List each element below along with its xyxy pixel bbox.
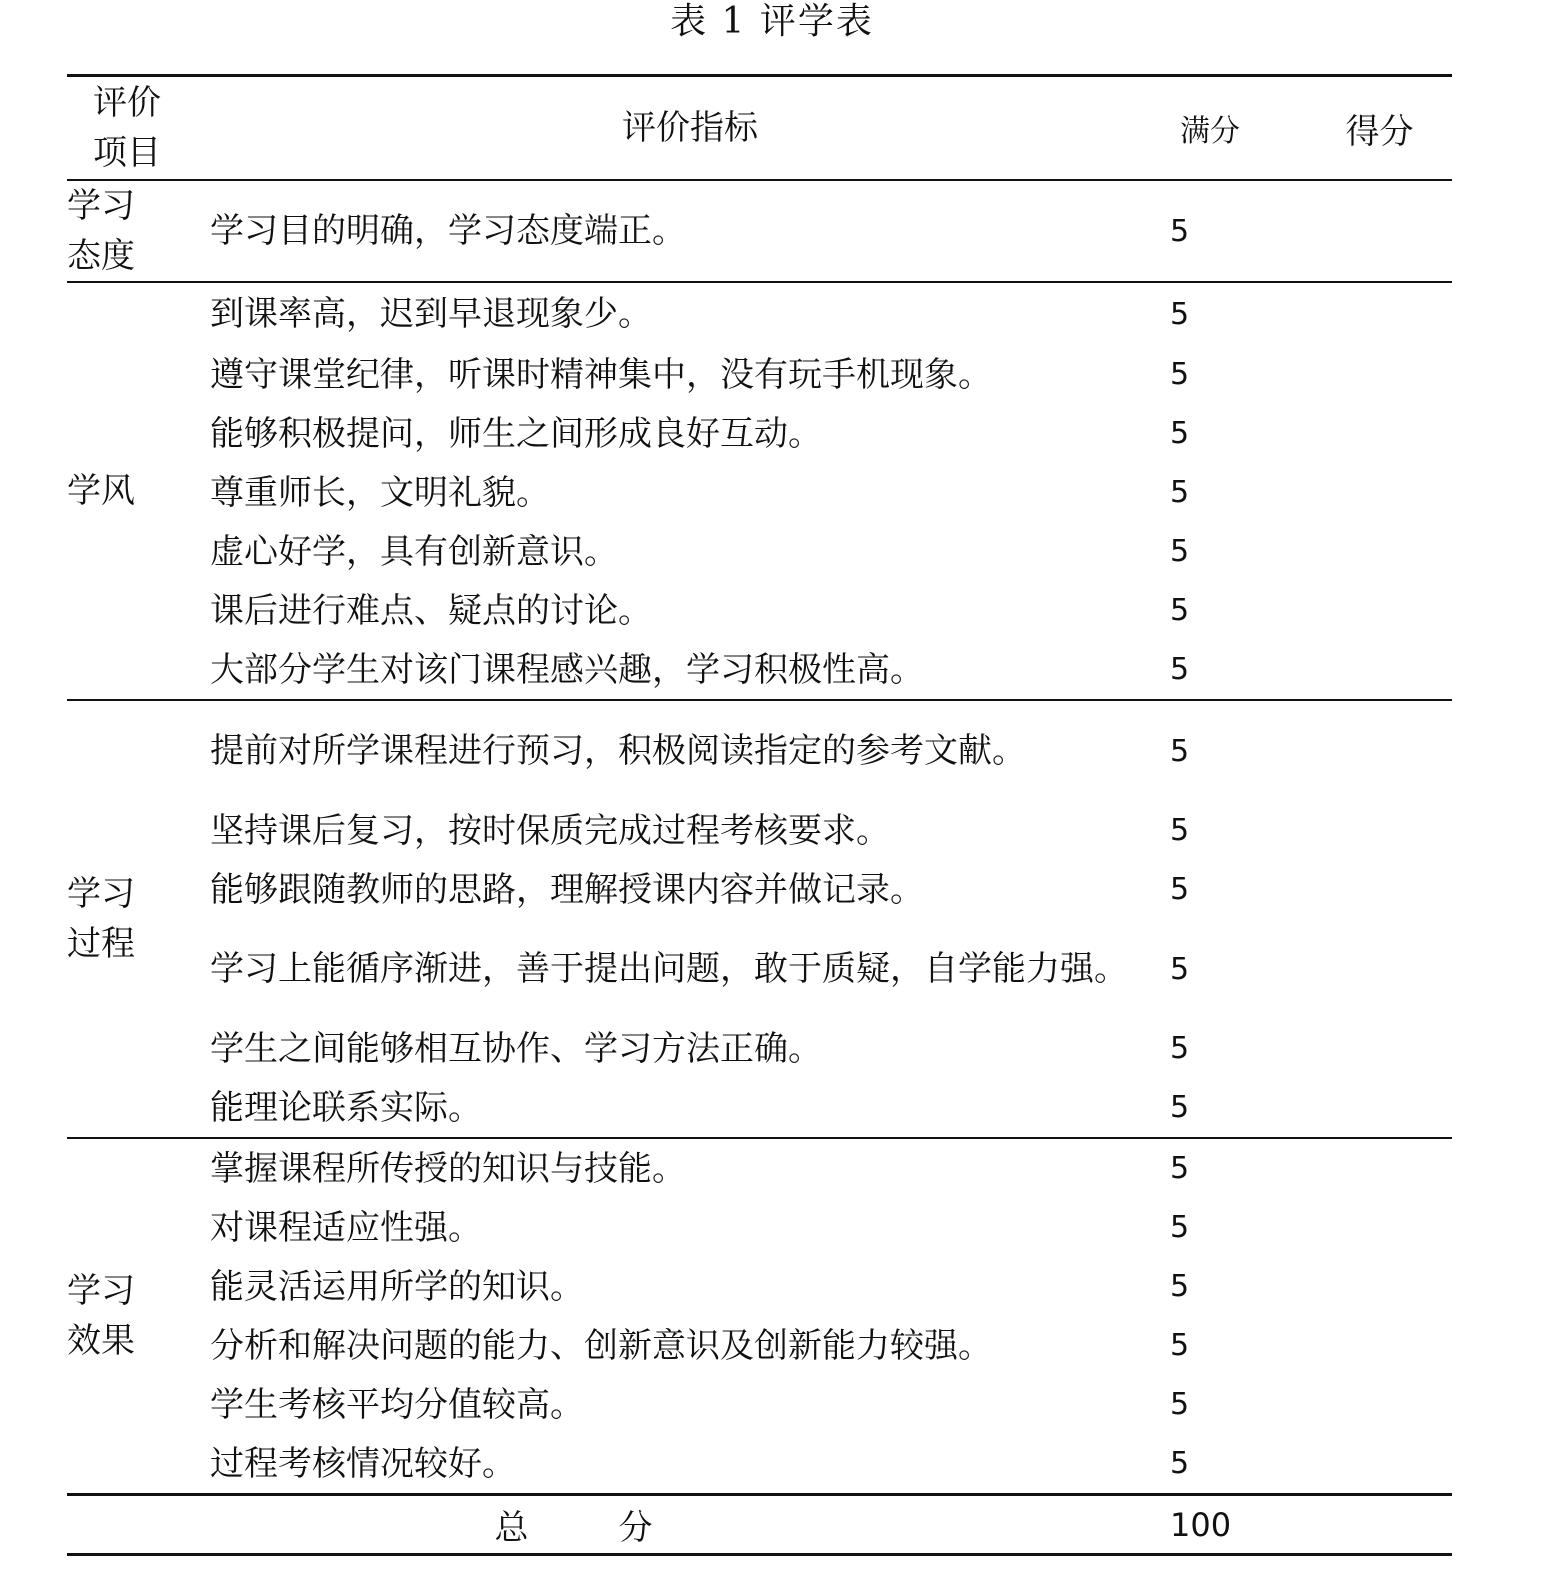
- full-score-cell: 5: [1170, 700, 1307, 801]
- full-score-cell: 5: [1170, 813, 1190, 848]
- full-score-cell: 5: [1170, 357, 1190, 392]
- header-category: 评价 项目: [67, 76, 210, 181]
- score-cell[interactable]: [1307, 1138, 1452, 1198]
- indicator-cell: 能理论联系实际。: [210, 1087, 482, 1128]
- indicator-cell: 课后进行难点、疑点的讨论。: [210, 590, 652, 631]
- full-score-cell: 5: [1170, 1090, 1190, 1125]
- table-row: [67, 1198, 1452, 1257]
- full-score-cell: 5: [1170, 872, 1190, 907]
- score-cell[interactable]: [1307, 1375, 1452, 1434]
- full-score-cell: 5: [1170, 180, 1307, 282]
- full-score-cell: 5: [1170, 475, 1190, 510]
- full-score-cell: 5: [1170, 416, 1190, 451]
- indicator-cell: 学习目的明确，学习态度端正。: [210, 180, 1170, 282]
- indicator-cell: 能够跟随教师的思路，理解授课内容并做记录。: [210, 869, 924, 910]
- table-row: [67, 1138, 1452, 1198]
- indicator-cell: 能灵活运用所学的知识。: [210, 1266, 584, 1307]
- indicator-cell: 到课率高，迟到早退现象少。: [210, 282, 1170, 345]
- score-cell[interactable]: [1307, 404, 1452, 463]
- indicator-cell: 过程考核情况较好。: [210, 1443, 516, 1484]
- total-row: [67, 1495, 1452, 1555]
- group-category: 学习 态度: [67, 180, 210, 282]
- full-score-cell: 5: [1170, 282, 1307, 345]
- table-row: [67, 1019, 1452, 1078]
- indicator-cell: 大部分学生对该门课程感兴趣，学习积极性高。: [210, 649, 924, 690]
- table-row: [67, 1078, 1452, 1138]
- indicator-cell: 掌握课程所传授的知识与技能。: [210, 1138, 1170, 1198]
- score-cell[interactable]: [1307, 1198, 1452, 1257]
- table-row: [67, 640, 1452, 700]
- score-cell[interactable]: [1307, 801, 1452, 860]
- table-row: [67, 801, 1452, 860]
- full-score-cell: 5: [1170, 534, 1190, 569]
- table-row: [67, 180, 1452, 282]
- header-indicator: 评价指标: [210, 76, 1170, 181]
- full-score-cell: 5: [1170, 1328, 1190, 1363]
- total-value: 100: [1170, 1495, 1307, 1555]
- full-score-cell: 5: [1170, 1387, 1190, 1422]
- indicator-cell: 学习上能循序渐进，善于提出问题，敢于质疑，自学能力强。: [210, 949, 1128, 989]
- score-cell[interactable]: [1307, 581, 1452, 640]
- score-cell[interactable]: [1307, 282, 1452, 345]
- full-score-cell: 5: [1170, 1138, 1307, 1198]
- indicator-cell: 尊重师长，文明礼貌。: [210, 472, 550, 513]
- table-row: [67, 860, 1452, 919]
- score-cell[interactable]: [1307, 860, 1452, 919]
- full-score-cell: 5: [1170, 652, 1190, 687]
- score-cell[interactable]: [1307, 919, 1452, 1019]
- score-cell[interactable]: [1307, 1078, 1452, 1138]
- score-cell[interactable]: [1307, 1257, 1452, 1316]
- indicator-cell: 学生之间能够相互协作、学习方法正确。: [210, 1028, 822, 1069]
- header-score: 得分: [1307, 76, 1452, 181]
- table-row: [67, 463, 1452, 522]
- header-full-score: 满分: [1170, 76, 1307, 181]
- indicator-cell: 坚持课后复习，按时保质完成过程考核要求。: [210, 810, 890, 851]
- table-row: [67, 404, 1452, 463]
- score-cell[interactable]: [1307, 1019, 1452, 1078]
- table-row: [67, 581, 1452, 640]
- score-cell[interactable]: [1307, 1434, 1452, 1495]
- total-score-cell[interactable]: [1307, 1495, 1452, 1555]
- score-cell[interactable]: [1307, 640, 1452, 700]
- full-score-cell: 5: [1170, 1210, 1190, 1245]
- score-cell[interactable]: [1307, 522, 1452, 581]
- table-header-row: [67, 76, 1452, 181]
- group-category: 学习 过程: [67, 700, 210, 1138]
- full-score-cell: 5: [1170, 1269, 1190, 1304]
- total-label: 总分: [67, 1495, 1170, 1555]
- full-score-cell: 5: [1170, 951, 1190, 987]
- table-row: [67, 1257, 1452, 1316]
- score-cell[interactable]: [1307, 180, 1452, 282]
- full-score-cell: 5: [1170, 1031, 1190, 1066]
- table-title: 表 1 评学表: [670, 1, 874, 42]
- table-row: [67, 1316, 1452, 1375]
- group-category: 学风: [67, 282, 210, 700]
- score-cell[interactable]: [1307, 1316, 1452, 1375]
- table-row: [67, 919, 1452, 1019]
- table-row: [67, 345, 1452, 404]
- indicator-cell: 分析和解决问题的能力、创新意识及创新能力较强。: [210, 1325, 992, 1366]
- indicator-cell: 学生考核平均分值较高。: [210, 1384, 584, 1425]
- indicator-cell: 遵守课堂纪律，听课时精神集中，没有玩手机现象。: [210, 354, 992, 395]
- indicator-cell: 虚心好学，具有创新意识。: [210, 531, 618, 572]
- score-cell[interactable]: [1307, 463, 1452, 522]
- full-score-cell: 5: [1170, 593, 1190, 628]
- indicator-cell: 提前对所学课程进行预习，积极阅读指定的参考文献。: [210, 700, 1170, 801]
- full-score-cell: 5: [1170, 1446, 1190, 1481]
- table-row: [67, 522, 1452, 581]
- score-cell[interactable]: [1307, 345, 1452, 404]
- indicator-cell: 对课程适应性强。: [210, 1207, 482, 1248]
- indicator-cell: 能够积极提问，师生之间形成良好互动。: [210, 413, 822, 454]
- table-row: [67, 700, 1452, 801]
- table-row: [67, 1434, 1452, 1495]
- table-row: [67, 282, 1452, 345]
- evaluation-table: [67, 74, 1452, 1556]
- table-row: [67, 1375, 1452, 1434]
- group-category: 学习 效果: [67, 1138, 210, 1495]
- score-cell[interactable]: [1307, 700, 1452, 801]
